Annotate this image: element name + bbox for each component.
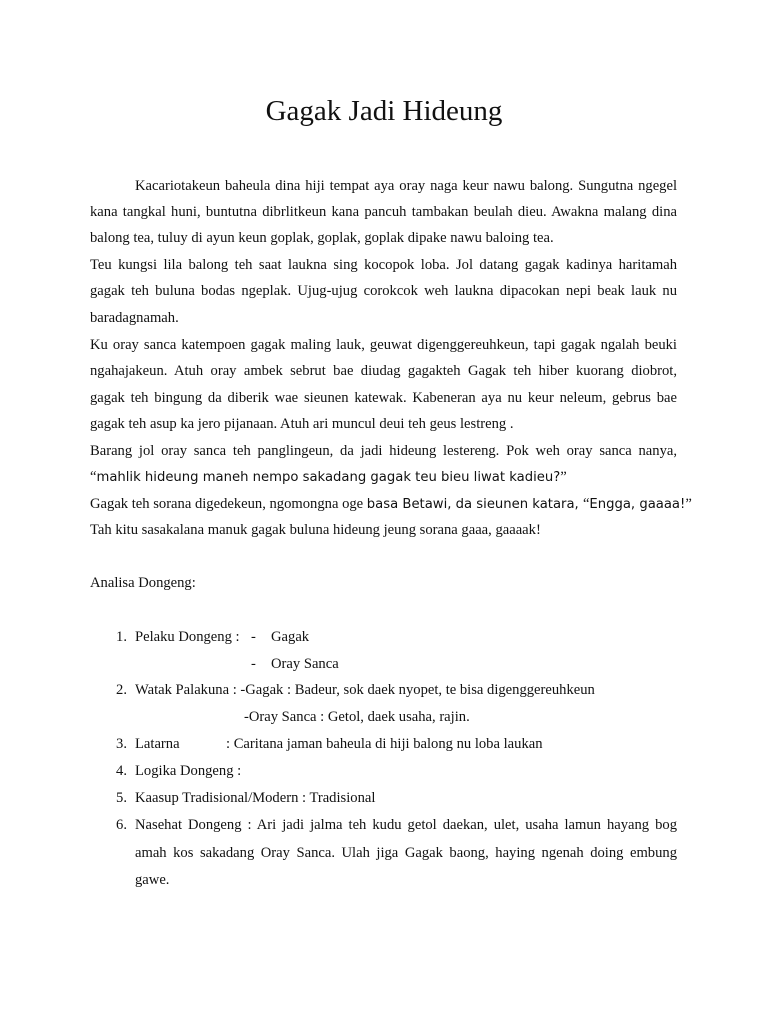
- item6-line-2: amah kos sakadang Oray Sanca. Ulah jiga Gagak baong, haying ngenah doing embung: [135, 845, 677, 861]
- close-quote: ”: [560, 469, 567, 485]
- story-line-4: Teu kungsi lila balong teh saat laukna sing kocopok loba. Jol datang gagak kadinya haritamah: [90, 257, 677, 273]
- story-line-1: Kacariotakeun baheula dina hiji tempat aya oray naga keur nawu balong. Sungutna ngegel: [135, 178, 677, 194]
- item1-dash-2: -: [251, 656, 256, 672]
- item2-line-2: -Oray Sanca : Getol, daek usaha, rajin.: [244, 709, 470, 725]
- story-line-14: Tah kitu sasakalana manuk gagak buluna hideung jeung sorana gaaa, gaaaak!: [90, 522, 541, 538]
- story-line-7: Ku oray sanca katempoen gagak maling lauk, geuwat digenggereuhkeun, tapi gagak ngalah beuki: [90, 337, 677, 353]
- item1-dash-1: -: [251, 629, 256, 645]
- open-quote: “: [90, 469, 97, 485]
- story-line-12: [90, 467, 567, 487]
- item2-line-1: Watak Palakuna : -Gagak : Badeur, sok daek nyopet, te bisa digenggereuhkeun: [135, 682, 595, 698]
- list-number-4: 4.: [116, 763, 127, 779]
- item4-text: Logika Dongeng :: [135, 763, 242, 779]
- story-line-10: gagak teh asup ka jero pijanaan. Atuh ari muncul deui teh geus lestreng .: [90, 416, 514, 432]
- item3-label: Latarna: [135, 736, 180, 752]
- page-title: Gagak Jadi Hideung: [265, 95, 503, 127]
- item6-line-1: Nasehat Dongeng : Ari jadi jalma teh kudu getol daekan, ulet, usaha lamun hayang bog: [135, 817, 677, 833]
- list-number-2: 2.: [116, 682, 127, 698]
- open-quote: “: [582, 496, 590, 512]
- item1-value-1: Gagak: [271, 629, 310, 645]
- item1-value-2: Oray Sanca: [271, 656, 339, 672]
- story-line-13-b: basa Betawi, da sieunen katara,: [366, 497, 583, 512]
- story-line-2: kana tangkal huni, buntutna dibrlitkeun kana pancuh tambakan beulah dieu. Awakna malang dina: [90, 204, 677, 220]
- item3-value: : Caritana jaman baheula di hiji balong nu loba laukan: [226, 736, 543, 752]
- analysis-heading: Analisa Dongeng:: [90, 575, 196, 591]
- item6-line-3: gawe.: [135, 872, 170, 888]
- list-number-3: 3.: [116, 736, 127, 752]
- story-line-5: gagak teh buluna bodas ngeplak. Ujug-ujug corokcok weh laukna dipacokan nepi beak lauk nu: [90, 283, 677, 299]
- list-number-6: 6.: [116, 817, 127, 833]
- story-line-6: baradagnamah.: [90, 310, 179, 326]
- list-number-1: 1.: [116, 629, 127, 645]
- story-line-13: [90, 494, 692, 514]
- story-line-11: Barang jol oray sanca teh panglingeun, da jadi hideung lestereng. Pok weh oray sanca nanya,: [90, 443, 677, 459]
- quoted-question: mahlik hideung maneh nempo sakadang gagak teu bieu liwat kadieu?: [96, 470, 561, 485]
- story-line-3: balong tea, tuluy di ayun keun goplak, goplak, goplak dipake nawu baloing tea.: [90, 230, 554, 246]
- story-line-8: ngahajakeun. Atuh oray ambek sebrut bae diudag gagakteh Gagak teh hiber kuorang diobrot,: [90, 363, 677, 379]
- story-line-13-a: Gagak teh sorana digedekeun, ngomongna oge: [90, 496, 367, 512]
- story-line-9: gagak teh bingung da diberik wae sieunen katewak. Kabeneran aya nu keur neleum, gebrus bae: [90, 390, 677, 406]
- quoted-reply: Engga, gaaaa!: [589, 497, 686, 512]
- list-number-5: 5.: [116, 790, 127, 806]
- item1-label: Pelaku Dongeng :: [135, 629, 240, 645]
- close-quote: ”: [685, 496, 692, 512]
- item5-text: Kaasup Tradisional/Modern : Tradisional: [135, 790, 376, 806]
